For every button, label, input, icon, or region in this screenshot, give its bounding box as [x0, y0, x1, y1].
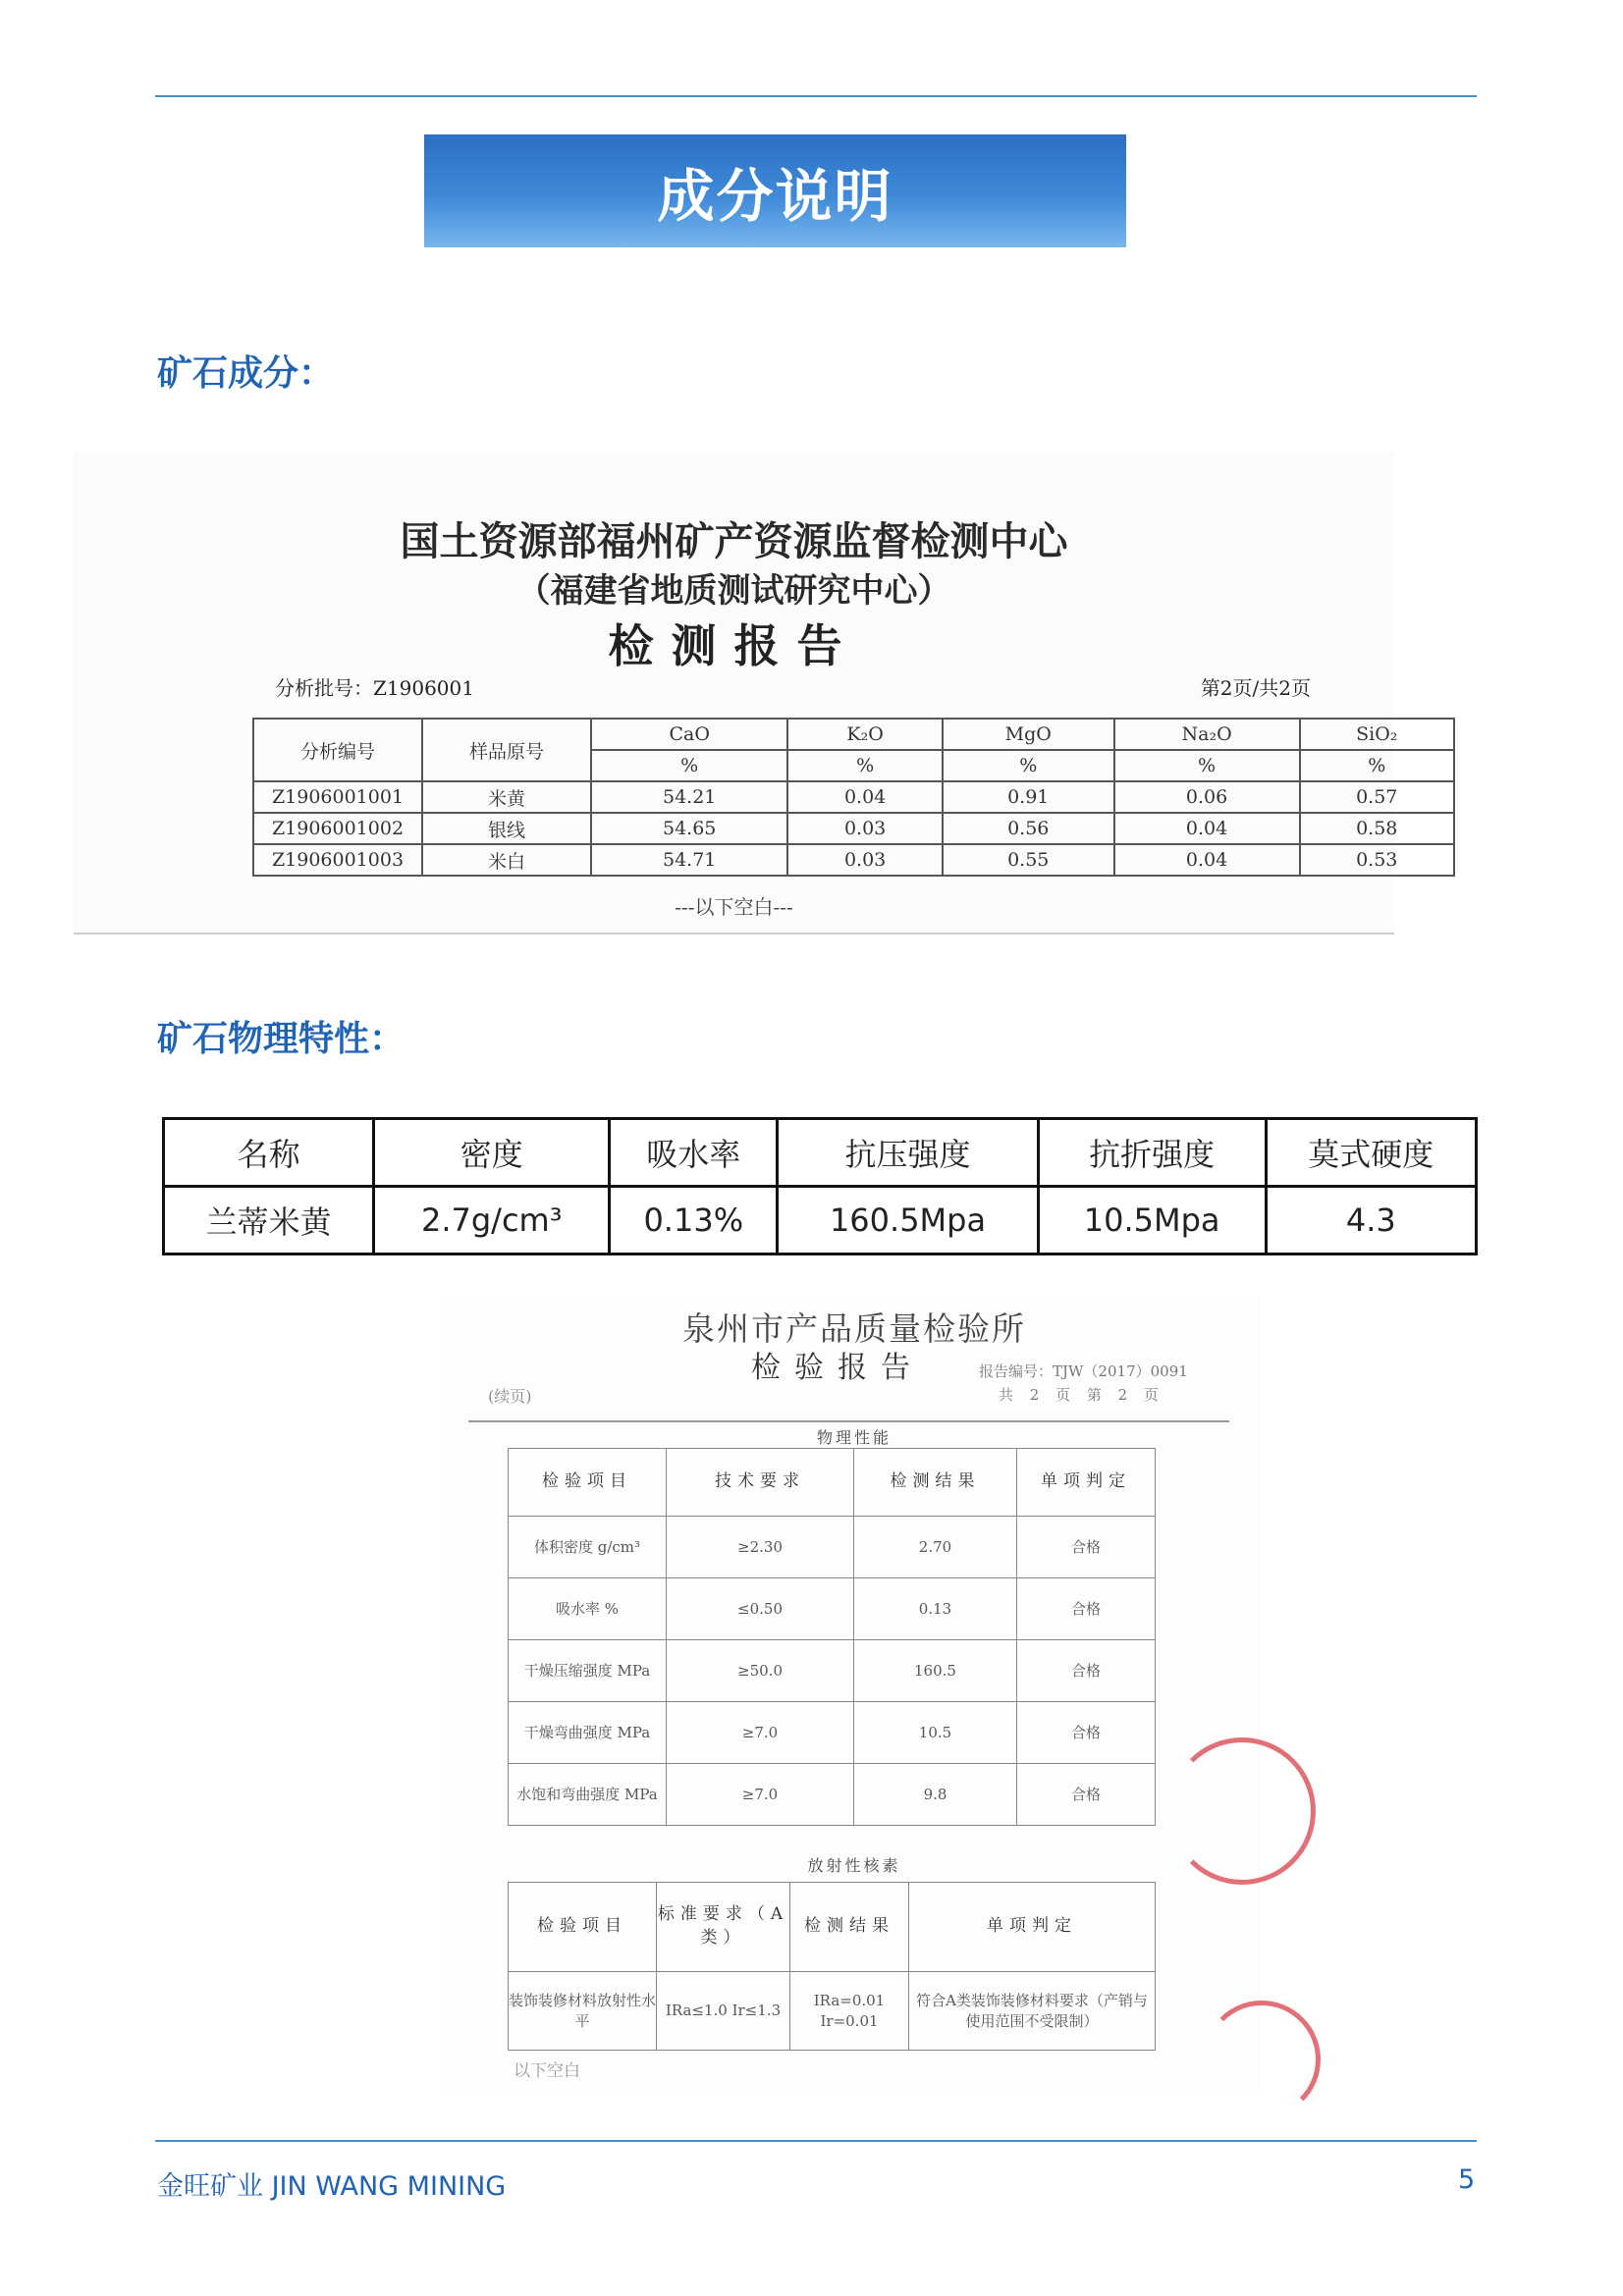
composition-table	[252, 718, 1455, 877]
table-cell: 54.71	[591, 844, 787, 876]
table-cell: 吸水率 %	[509, 1578, 667, 1640]
physical-test-table	[508, 1448, 1156, 1826]
table-cell: 单项判定	[909, 1883, 1156, 1972]
table-cell: ≥7.0	[667, 1764, 854, 1826]
table-header-row	[509, 1883, 1156, 1972]
table-row	[253, 844, 1454, 876]
table-cell: 10.5Mpa	[1038, 1187, 1266, 1255]
table-cell: 干燥压缩强度 MPa	[509, 1640, 667, 1702]
report1-footnote: ---以下空白---	[675, 895, 793, 919]
table-cell: 检测结果	[790, 1883, 909, 1972]
page-title: 成分说明	[657, 162, 893, 230]
table-row	[164, 1187, 1477, 1255]
table-header-cell: 抗压强度	[778, 1119, 1038, 1187]
table-cell: 合格	[1017, 1517, 1156, 1578]
table-cell: 0.04	[1114, 813, 1300, 844]
table-cell: %	[591, 750, 787, 781]
table-cell: %	[943, 750, 1114, 781]
table-cell: Z1906001001	[253, 781, 422, 813]
table-cell: 2.70	[854, 1517, 1017, 1578]
table-cell: SiO₂	[1300, 719, 1454, 750]
table-cell: Z1906001003	[253, 844, 422, 876]
table-cell: 分析编号	[253, 719, 422, 781]
table-cell: IRa≤1.0 Ir≤1.3	[657, 1972, 790, 2051]
table-cell: 合格	[1017, 1640, 1156, 1702]
report2-title: 检验报告	[751, 1351, 924, 1385]
table-row	[253, 813, 1454, 844]
table-cell: 合格	[1017, 1764, 1156, 1826]
table-cell: 0.53	[1300, 844, 1454, 876]
report2-rule	[468, 1420, 1229, 1422]
title-banner	[424, 134, 1126, 247]
table-cell: 10.5	[854, 1702, 1017, 1764]
table-header-cell: 莫式硬度	[1266, 1119, 1476, 1187]
table-cell: 检验项目	[509, 1449, 667, 1517]
table-cell: 9.8	[854, 1764, 1017, 1826]
table-header-row	[164, 1119, 1477, 1187]
table-cell: ≤0.50	[667, 1578, 854, 1640]
composition-heading: 矿石成分：	[157, 353, 335, 394]
table-cell: K₂O	[787, 719, 942, 750]
table-header-cell: 名称	[164, 1119, 374, 1187]
bottom-rule	[155, 2140, 1477, 2142]
table-cell: 技术要求	[667, 1449, 854, 1517]
table-cell: 2.7g/cm³	[374, 1187, 610, 1255]
table-cell: 0.04	[1114, 844, 1300, 876]
table-cell: MgO	[943, 719, 1114, 750]
table-cell: 干燥弯曲强度 MPa	[509, 1702, 667, 1764]
table-cell: 4.3	[1266, 1187, 1476, 1255]
table-row	[509, 1517, 1156, 1578]
table-cell: IRa=0.01 Ir=0.01	[790, 1972, 909, 2051]
table-cell: 54.65	[591, 813, 787, 844]
table-cell: 0.55	[943, 844, 1114, 876]
table-cell: 0.13%	[610, 1187, 778, 1255]
table-header-row	[253, 719, 1454, 750]
table-cell: 体积密度 g/cm³	[509, 1517, 667, 1578]
table-header-cell: 抗折强度	[1038, 1119, 1266, 1187]
report2-number: 报告编号：TJW（2017）0091	[979, 1362, 1188, 1380]
radio-caption: 放射性核素	[807, 1856, 901, 1875]
table-cell: 样品原号	[422, 719, 591, 781]
table-cell: 160.5	[854, 1640, 1017, 1702]
top-rule	[155, 95, 1477, 97]
table-cell: 0.56	[943, 813, 1114, 844]
footer-brand: 金旺矿业 JIN WANG MINING	[157, 2171, 507, 2202]
table-row	[509, 1578, 1156, 1640]
table-cell: %	[787, 750, 942, 781]
company-stamp	[1203, 2001, 1321, 2118]
physical-properties-table	[162, 1117, 1478, 1255]
table-cell: 符合A类装饰装修材料要求（产销与使用范围不受限制）	[909, 1972, 1156, 2051]
report2-note: 以下空白	[514, 2061, 580, 2081]
table-cell: 0.06	[1114, 781, 1300, 813]
table-cell: 装饰装修材料放射性水平	[509, 1972, 657, 2051]
table-cell: %	[1114, 750, 1300, 781]
table-cell: Z1906001002	[253, 813, 422, 844]
table-cell: CaO	[591, 719, 787, 750]
table-cell: 0.04	[787, 781, 942, 813]
table-cell: 标准要求（A类）	[657, 1883, 790, 1972]
table-cell: ≥50.0	[667, 1640, 854, 1702]
table-row	[253, 781, 1454, 813]
report1-batch: 分析批号：Z1906001	[275, 676, 474, 700]
table-cell: 米黄	[422, 781, 591, 813]
report2-pages: 共 2 页 第 2 页	[999, 1386, 1164, 1404]
table-cell: 银线	[422, 813, 591, 844]
table-cell: 54.21	[591, 781, 787, 813]
table-cell: 检测结果	[854, 1449, 1017, 1517]
page-number: 5	[1458, 2164, 1476, 2195]
table-cell: 0.91	[943, 781, 1114, 813]
table-cell: Na₂O	[1114, 719, 1300, 750]
table-cell: 0.03	[787, 813, 942, 844]
report2-org: 泉州市产品质量检验所	[682, 1309, 1026, 1348]
physical-heading: 矿石物理特性：	[157, 1019, 406, 1059]
table-row	[509, 1972, 1156, 2051]
table-cell: 检验项目	[509, 1883, 657, 1972]
table-header-cell: 密度	[374, 1119, 610, 1187]
table-cell: 0.13	[854, 1578, 1017, 1640]
composition-report-scan	[74, 452, 1398, 934]
table-cell: 单项判定	[1017, 1449, 1156, 1517]
table-cell: 米白	[422, 844, 591, 876]
table-cell: ≥2.30	[667, 1517, 854, 1578]
table-row	[509, 1764, 1156, 1826]
table-header-row	[509, 1449, 1156, 1517]
report2-continued: (续页)	[488, 1387, 532, 1406]
table-cell: 兰蒂米黄	[164, 1187, 374, 1255]
table-cell: 160.5Mpa	[778, 1187, 1038, 1255]
table-cell: 0.58	[1300, 813, 1454, 844]
official-stamp	[1168, 1737, 1316, 1885]
report1-org-sub: （福建省地质测试研究中心）	[516, 571, 951, 611]
physical-caption: 物理性能	[816, 1428, 892, 1447]
table-cell: 合格	[1017, 1578, 1156, 1640]
table-cell: 0.03	[787, 844, 942, 876]
table-cell: 合格	[1017, 1702, 1156, 1764]
radionuclide-table	[508, 1882, 1156, 2051]
table-cell: %	[1300, 750, 1454, 781]
report1-pages: 第2页/共2页	[1200, 676, 1311, 700]
table-header-cell: 吸水率	[610, 1119, 778, 1187]
report1-title: 检测报告	[608, 619, 860, 672]
table-row	[509, 1702, 1156, 1764]
inspection-report-scan	[447, 1296, 1262, 2091]
report1-org: 国土资源部福州矿产资源监督检测中心	[400, 518, 1068, 564]
table-cell: 水饱和弯曲强度 MPa	[509, 1764, 667, 1826]
table-row	[509, 1640, 1156, 1702]
table-cell: ≥7.0	[667, 1702, 854, 1764]
table-cell: 0.57	[1300, 781, 1454, 813]
